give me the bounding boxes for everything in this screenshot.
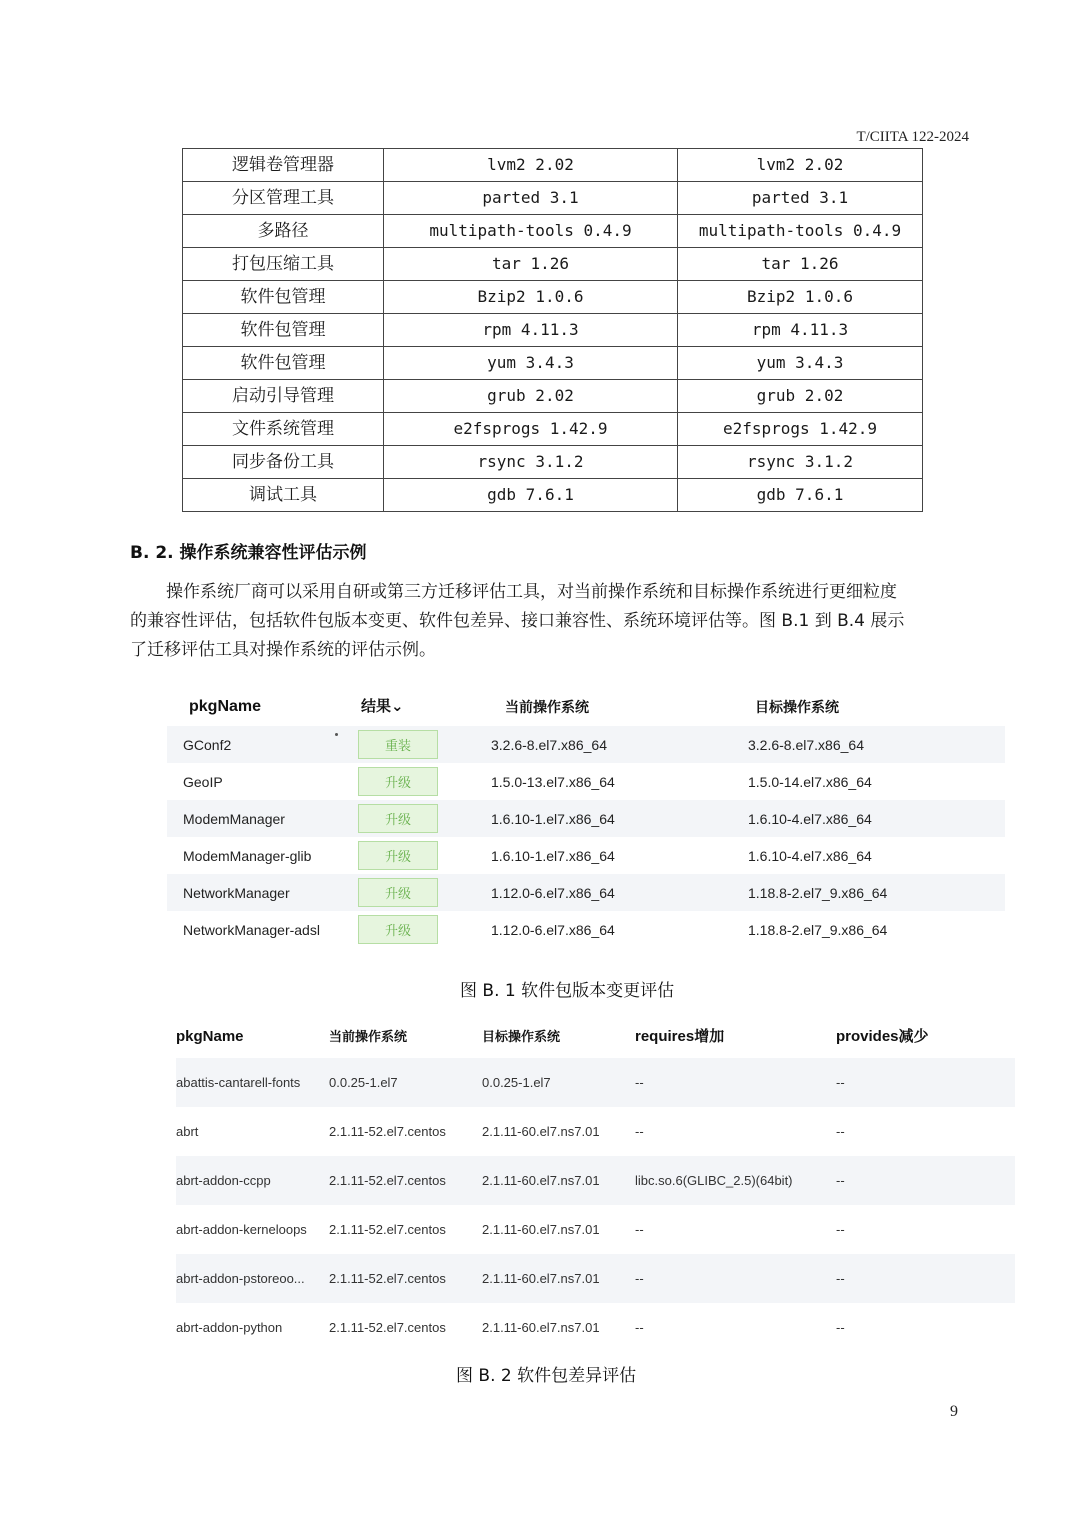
header-target-os[interactable]: 目标操作系统 bbox=[755, 699, 839, 715]
result-badge[interactable]: 升级 bbox=[358, 915, 438, 944]
current-version: rsync 3.1.2 bbox=[384, 446, 678, 479]
table-row bbox=[167, 800, 1005, 837]
target-version: 0.0.25-1.el7 bbox=[482, 1075, 551, 1090]
result-badge[interactable]: 升级 bbox=[358, 767, 438, 796]
current-version: 3.2.6-8.el7.x86_64 bbox=[491, 737, 607, 753]
target-version: rpm 4.11.3 bbox=[678, 314, 923, 347]
requires-added: -- bbox=[635, 1320, 644, 1335]
current-version: 2.1.11-52.el7.centos bbox=[329, 1222, 446, 1237]
target-version: 1.18.8-2.el7_9.x86_64 bbox=[748, 922, 888, 938]
component-name: 软件包管理 bbox=[183, 314, 384, 347]
pkg-name: abrt bbox=[176, 1124, 199, 1139]
table-row bbox=[183, 149, 923, 182]
current-version: multipath-tools 0.4.9 bbox=[384, 215, 678, 248]
current-version: e2fsprogs 1.42.9 bbox=[384, 413, 678, 446]
component-name: 打包压缩工具 bbox=[183, 248, 384, 281]
target-version: 1.18.8-2.el7_9.x86_64 bbox=[748, 885, 888, 901]
paragraph-line: 的兼容性评估，包括软件包版本变更、软件包差异、接口兼容性、系统环境评估等。图 B.1 到 B.4 展示 bbox=[130, 611, 905, 631]
table-row bbox=[176, 1156, 1015, 1205]
requires-added: -- bbox=[635, 1271, 644, 1286]
pkg-name: NetworkManager-adsl bbox=[183, 922, 320, 938]
current-version: yum 3.4.3 bbox=[384, 347, 678, 380]
paragraph-line: 操作系统厂商可以采用自研或第三方迁移评估工具，对当前操作系统和目标操作系统进行更细粒度 bbox=[166, 582, 897, 602]
pkg-name: abrt-addon-kerneloops bbox=[176, 1222, 307, 1237]
target-version: tar 1.26 bbox=[678, 248, 923, 281]
header-requires-added[interactable]: requires增加 bbox=[635, 1028, 725, 1045]
table-row bbox=[183, 215, 923, 248]
figure-caption: 图 B. 2 软件包差异评估 bbox=[456, 1366, 637, 1386]
pkg-name: GConf2 bbox=[183, 737, 232, 753]
table-row bbox=[176, 1107, 1015, 1156]
section-heading: B. 2. 操作系统兼容性评估示例 bbox=[130, 543, 367, 563]
table-row bbox=[183, 380, 923, 413]
table-row bbox=[183, 413, 923, 446]
result-badge[interactable]: 升级 bbox=[358, 841, 438, 870]
current-version: 2.1.11-52.el7.centos bbox=[329, 1320, 446, 1335]
target-version: Bzip2 1.0.6 bbox=[678, 281, 923, 314]
target-version: 1.6.10-4.el7.x86_64 bbox=[748, 811, 872, 827]
component-name: 多路径 bbox=[183, 215, 384, 248]
target-version: 3.2.6-8.el7.x86_64 bbox=[748, 737, 864, 753]
current-version: 2.1.11-52.el7.centos bbox=[329, 1124, 446, 1139]
header-current-os[interactable]: 当前操作系统 bbox=[329, 1029, 408, 1044]
header-target-os[interactable]: 目标操作系统 bbox=[482, 1029, 561, 1044]
component-name: 分区管理工具 bbox=[183, 182, 384, 215]
pkg-name: NetworkManager bbox=[183, 885, 290, 901]
provides-removed: -- bbox=[836, 1271, 845, 1286]
target-version: 1.5.0-14.el7.x86_64 bbox=[748, 774, 872, 790]
current-version: lvm2 2.02 bbox=[384, 149, 678, 182]
header-result-sort[interactable]: 结果⌄ bbox=[361, 698, 404, 715]
table-row bbox=[176, 1058, 1015, 1107]
table-row bbox=[176, 1254, 1015, 1303]
header-pkgname[interactable]: pkgName bbox=[189, 698, 262, 715]
target-version: grub 2.02 bbox=[678, 380, 923, 413]
header-pkgname[interactable]: pkgName bbox=[176, 1028, 244, 1045]
current-version: rpm 4.11.3 bbox=[384, 314, 678, 347]
result-badge[interactable]: 升级 bbox=[358, 804, 438, 833]
component-table bbox=[182, 148, 923, 512]
table-row bbox=[167, 911, 1005, 948]
target-version: 1.6.10-4.el7.x86_64 bbox=[748, 848, 872, 864]
pkg-name: GeoIP bbox=[183, 774, 223, 790]
target-version: gdb 7.6.1 bbox=[678, 479, 923, 512]
provides-removed: -- bbox=[836, 1075, 845, 1090]
current-version: 0.0.25-1.el7 bbox=[329, 1075, 398, 1090]
table-row bbox=[183, 446, 923, 479]
table-row bbox=[176, 1303, 1015, 1352]
target-version: parted 3.1 bbox=[678, 182, 923, 215]
pkg-name: ModemManager bbox=[183, 811, 285, 827]
provides-removed: -- bbox=[836, 1173, 845, 1188]
pkg-name: abrt-addon-ccpp bbox=[176, 1173, 271, 1188]
current-version: parted 3.1 bbox=[384, 182, 678, 215]
figure-header-row bbox=[167, 688, 1005, 726]
pkg-name: abrt-addon-python bbox=[176, 1320, 283, 1335]
table-row bbox=[167, 837, 1005, 874]
current-version: gdb 7.6.1 bbox=[384, 479, 678, 512]
component-name: 启动引导管理 bbox=[183, 380, 384, 413]
requires-added: libc.so.6(GLIBC_2.5)(64bit) bbox=[635, 1173, 793, 1188]
provides-removed: -- bbox=[836, 1320, 845, 1335]
current-version: 1.12.0-6.el7.x86_64 bbox=[491, 885, 615, 901]
pkg-name: abattis-cantarell-fonts bbox=[176, 1075, 301, 1090]
dot-marker bbox=[335, 733, 338, 736]
paragraph-line: 了迁移评估工具对操作系统的评估示例。 bbox=[130, 640, 436, 660]
current-version: grub 2.02 bbox=[384, 380, 678, 413]
result-badge[interactable]: 升级 bbox=[358, 878, 438, 907]
figure-version-change bbox=[167, 688, 1005, 948]
table-row bbox=[183, 248, 923, 281]
table-row bbox=[167, 874, 1005, 911]
document-code: T/CIITA 122-2024 bbox=[856, 129, 969, 145]
target-version: multipath-tools 0.4.9 bbox=[678, 215, 923, 248]
current-version: 1.6.10-1.el7.x86_64 bbox=[491, 811, 615, 827]
requires-added: -- bbox=[635, 1075, 644, 1090]
current-version: 1.12.0-6.el7.x86_64 bbox=[491, 922, 615, 938]
provides-removed: -- bbox=[836, 1124, 845, 1139]
table-row bbox=[183, 314, 923, 347]
target-version: 2.1.11-60.el7.ns7.01 bbox=[482, 1124, 600, 1139]
current-version: 1.6.10-1.el7.x86_64 bbox=[491, 848, 615, 864]
target-version: rsync 3.1.2 bbox=[678, 446, 923, 479]
table-row bbox=[176, 1205, 1015, 1254]
target-version: lvm2 2.02 bbox=[678, 149, 923, 182]
requires-added: -- bbox=[635, 1222, 644, 1237]
figure-header-row bbox=[176, 1016, 1015, 1058]
page-number: 9 bbox=[950, 1403, 958, 1420]
target-version: yum 3.4.3 bbox=[678, 347, 923, 380]
header-provides-removed[interactable]: provides减少 bbox=[836, 1028, 929, 1045]
target-version: 2.1.11-60.el7.ns7.01 bbox=[482, 1173, 600, 1188]
provides-removed: -- bbox=[836, 1222, 845, 1237]
target-version: 2.1.11-60.el7.ns7.01 bbox=[482, 1320, 600, 1335]
table-row bbox=[183, 347, 923, 380]
target-version: e2fsprogs 1.42.9 bbox=[678, 413, 923, 446]
table-row bbox=[183, 281, 923, 314]
component-name: 软件包管理 bbox=[183, 347, 384, 380]
current-version: tar 1.26 bbox=[384, 248, 678, 281]
table-row bbox=[183, 479, 923, 512]
component-name: 调试工具 bbox=[183, 479, 384, 512]
figure-caption: 图 B. 1 软件包版本变更评估 bbox=[460, 981, 675, 1001]
header-current-os[interactable]: 当前操作系统 bbox=[505, 699, 589, 715]
target-version: 2.1.11-60.el7.ns7.01 bbox=[482, 1222, 600, 1237]
current-version: 2.1.11-52.el7.centos bbox=[329, 1173, 446, 1188]
component-name: 文件系统管理 bbox=[183, 413, 384, 446]
target-version: 2.1.11-60.el7.ns7.01 bbox=[482, 1271, 600, 1286]
table-row bbox=[167, 763, 1005, 800]
pkg-name: abrt-addon-pstoreoo... bbox=[176, 1271, 305, 1286]
current-version: 1.5.0-13.el7.x86_64 bbox=[491, 774, 615, 790]
table-row bbox=[183, 182, 923, 215]
result-badge[interactable]: 重装 bbox=[358, 730, 438, 759]
current-version: 2.1.11-52.el7.centos bbox=[329, 1271, 446, 1286]
table-row bbox=[167, 726, 1005, 763]
figure-package-diff bbox=[176, 1016, 1015, 1352]
component-name: 软件包管理 bbox=[183, 281, 384, 314]
section-paragraph bbox=[130, 578, 985, 665]
pkg-name: ModemManager-glib bbox=[183, 848, 312, 864]
component-name: 逻辑卷管理器 bbox=[183, 149, 384, 182]
requires-added: -- bbox=[635, 1124, 644, 1139]
component-name: 同步备份工具 bbox=[183, 446, 384, 479]
current-version: Bzip2 1.0.6 bbox=[384, 281, 678, 314]
